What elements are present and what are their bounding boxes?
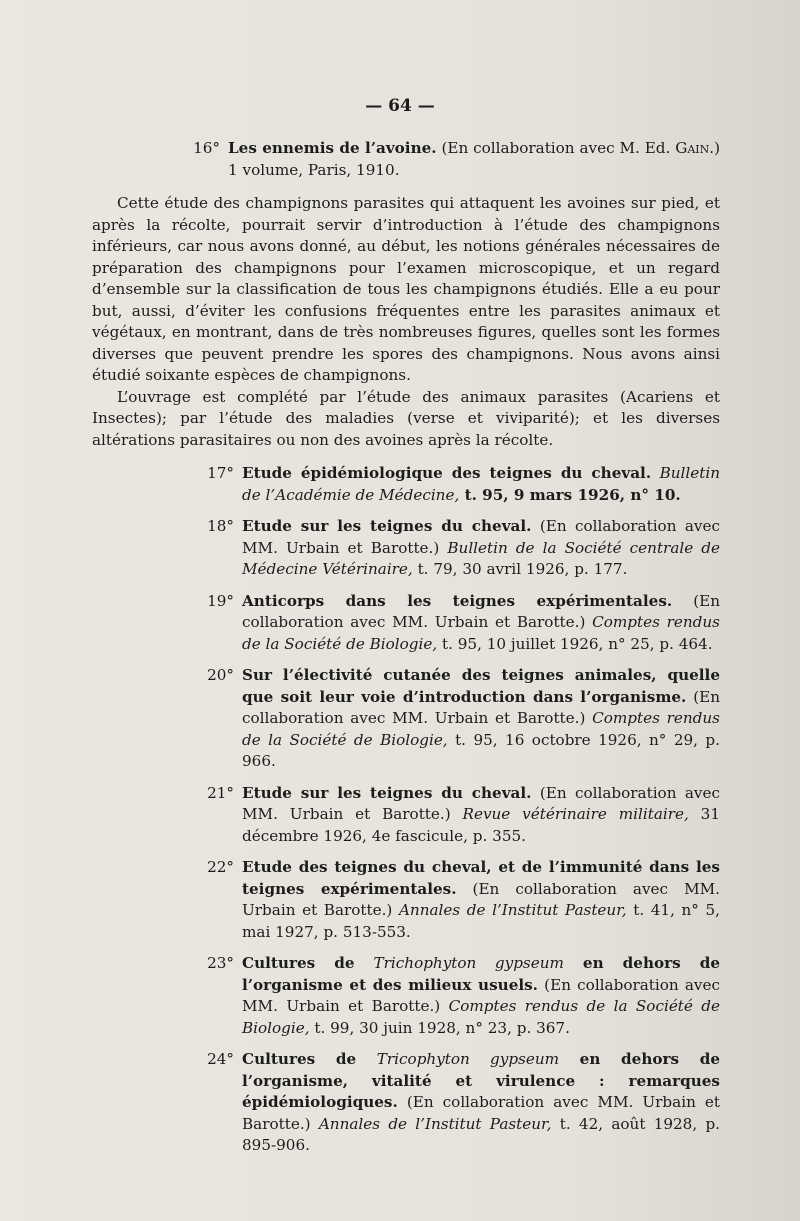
entry-body: [242, 783, 720, 848]
entry-number: 23°: [207, 954, 234, 972]
entry-reference: t. 95, 10 juillet 1926, n° 25, p. 464.: [437, 634, 713, 653]
entry-reference: t. 99, 30 juin 1928, n° 23, p. 367.: [309, 1018, 570, 1037]
entry-number: 20°: [207, 666, 234, 684]
description-paragraph: L’ouvrage est complété par l’étude des animaux parasites (Acariens et Insectes); par l’étude des maladies (verse et viviparité); et les diverses altérations parasitaires ou non des avoines après la récolte.: [92, 387, 720, 449]
entry-title: Anticorps dans les teignes expérimentales.: [242, 591, 673, 610]
bibliography-entry: [92, 1049, 720, 1157]
entry-reference: t. 95, 9 mars 1926, n° 10.: [459, 485, 681, 504]
entry-title: Etude sur les teignes du cheval.: [242, 517, 532, 535]
bibliography-entry: [92, 783, 720, 848]
entry-collab: (En collaboration avec MM. Urbain et Barotte.): [242, 975, 720, 1015]
entry-number: 22°: [207, 858, 234, 876]
entry-title-species: Tricophyton gypseum: [376, 1050, 560, 1068]
entry-title: Etude épidémiologique des teignes du cheval.: [242, 464, 652, 482]
page-content: [92, 138, 720, 1167]
entry-number: 24°: [207, 1050, 234, 1068]
entry-collab: (En collaboration avec MM. Urbain et Barotte.): [242, 591, 720, 631]
entry-title: Cultures de: [242, 1050, 377, 1068]
entry-title-rest: en dehors de l’organisme, vitalité et virulence : remarques épidémiologiques.: [242, 1050, 721, 1111]
entry-number: 17°: [207, 464, 234, 482]
entry-journal: Annales de l’Institut Pasteur,: [392, 901, 627, 919]
entry-author: Gain: [675, 139, 710, 157]
entry-collab: (En collaboration avec MM. Urbain et Barotte.): [242, 687, 720, 727]
entry-journal: Bulletin de l’Académie de Médecine,: [242, 464, 720, 504]
entry-body: [228, 138, 720, 181]
page-number: — 64 —: [365, 96, 435, 116]
entry-title: Sur l’électivité cutanée des teignes animales, quelle que soit leur voie d’introduction dans l’organisme.: [242, 666, 720, 706]
entry-number: 21°: [207, 783, 234, 802]
entry-body: [242, 516, 720, 581]
bibliography-entry: [92, 463, 720, 506]
entry-journal: Comptes rendus de la Société de Biologie,: [242, 613, 720, 653]
entry-body: [242, 1049, 720, 1157]
bibliography-entry: [92, 138, 720, 181]
entry-collab: (En collaboration avec MM. Urbain et Barotte.): [242, 879, 720, 919]
entry-number: 18°: [207, 517, 234, 535]
bibliography-entry: [92, 665, 720, 773]
entry-body: [242, 953, 720, 1039]
entry-body: [242, 463, 720, 506]
entry-reference: t. 42, août 1928, p. 895-906.: [242, 1114, 720, 1154]
entry-number: 16°: [193, 139, 220, 157]
entry-title: Etude sur les teignes du cheval.: [242, 783, 532, 802]
bibliography-entry: [92, 953, 720, 1039]
entry-number: 19°: [207, 591, 234, 610]
entry-reference: t. 95, 16 octobre 1926, n° 29, p. 966.: [242, 730, 720, 770]
bibliography-entry: [92, 516, 720, 581]
entry-title: Etude des teignes du cheval, et de l’immunité dans les teignes expérimentales.: [242, 858, 720, 898]
entry-journal: Annales de l’Institut Pasteur,: [310, 1114, 552, 1133]
entry-reference: 31 décembre 1926, 4e fascicule, p. 355.: [242, 805, 721, 845]
bibliography-entry: [92, 857, 720, 943]
entry-body: [242, 857, 720, 943]
entry-journal: Comptes rendus de la Société de Biologie,: [242, 709, 720, 749]
entry-collab: (En collaboration avec MM. Urbain et Barotte.): [242, 517, 721, 557]
entry-collab: (En collaboration avec MM. Urbain et Barotte.): [242, 1093, 720, 1133]
entry-reference: t. 41, n° 5, mai 1927, p. 513-553.: [242, 901, 720, 941]
entry-body: [242, 591, 720, 656]
entry-reference: .) 1 volume, Paris, 1910.: [228, 139, 721, 179]
entry-journal: Comptes rendus de la Société de Biologie,: [242, 997, 720, 1037]
entry-body: [242, 665, 720, 773]
entry-collab: (En collaboration avec MM. Urbain et Barotte.): [242, 783, 721, 823]
description-paragraph: Cette étude des champignons parasites qui attaquent les avoines sur pied, et après la récolte, pourrait servir d’introduction à l’étude des champignons inférieurs, car nous avons donné, au début, les notions générales nécessaires de préparation des champignons pour l’examen microscopique, et un regard d’ensemble sur la classification de tous les champignons étudiés. Elle a eu pour but, aussi, d’éviter les confusions fréquentes entre les parasites animaux et végétaux, en montrant, dans de très nombreuses figures, quelles sont les formes diverses que peuvent prendre les spores des champignons. Nous avons ainsi étudié soixante espèces de champignons.: [92, 194, 720, 384]
entry-journal: Revue vétérinaire militaire,: [450, 805, 689, 823]
bibliography-list: [92, 463, 720, 1157]
entry-reference: t. 79, 30 avril 1926, p. 177.: [412, 560, 628, 578]
bibliography-entry: [92, 591, 720, 656]
entry-journal: Bulletin de la Société centrale de Médecine Vétérinaire,: [242, 538, 720, 578]
entry-title-rest: en dehors de l’organisme et des milieux usuels.: [242, 954, 720, 994]
entry-title-species: Trichophyton gypseum: [373, 954, 564, 972]
entry-collab: (En collaboration avec M. Ed.: [436, 139, 676, 157]
entry-title: Les ennemis de l’avoine.: [228, 139, 437, 157]
entry-title: Cultures de: [242, 954, 374, 972]
